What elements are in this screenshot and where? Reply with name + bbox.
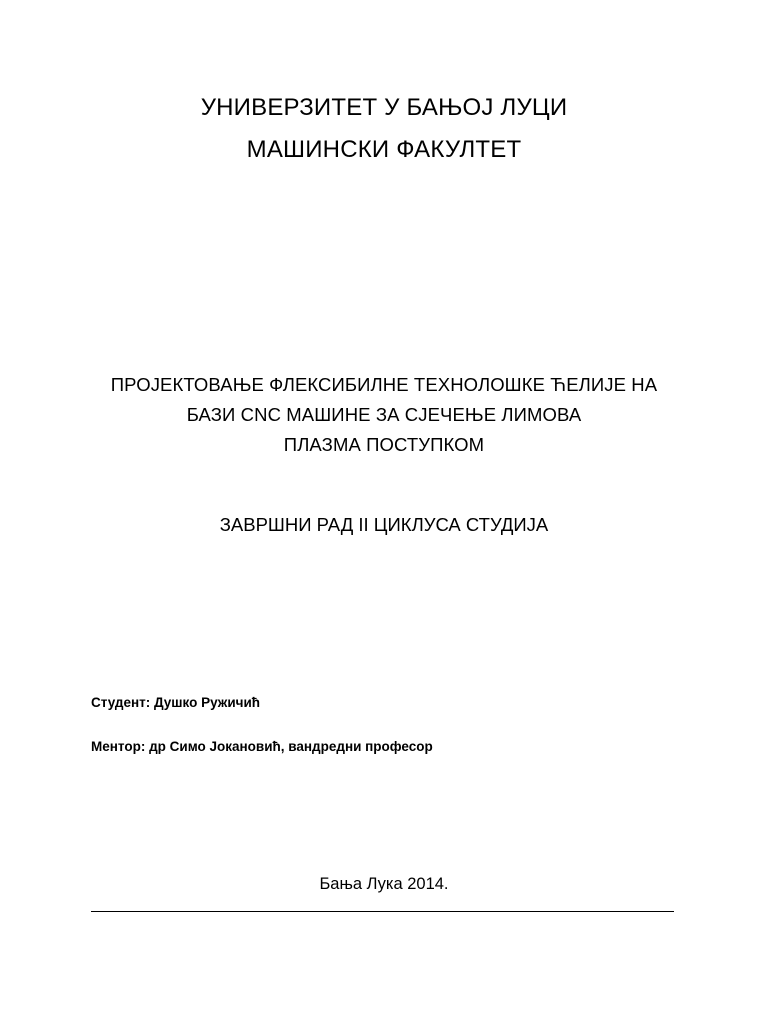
place-and-year: Бања Лука 2014. — [319, 875, 449, 893]
thesis-type: ЗАВРШНИ РАД II ЦИКЛУСА СТУДИЈА — [219, 514, 549, 535]
bottom-divider — [91, 911, 674, 912]
thesis-title-line-3: ПЛАЗМА ПОСТУПКОМ — [283, 434, 485, 455]
mentor-line: Ментор: др Симо Јокановић, вандредни професор — [91, 739, 433, 754]
university-name: УНИВЕРЗИТЕТ У БАЊОЈ ЛУЦИ — [200, 94, 568, 121]
student-line: Студент: Душко Ружичић — [91, 695, 261, 710]
thesis-title-line-2: БАЗИ CNC МАШИНЕ ЗА СЈЕЧЕЊЕ ЛИМОВА — [186, 404, 582, 425]
thesis-title-line-1: ПРОЈЕКТОВАЊЕ ФЛЕКСИБИЛНЕ ТЕХНОЛОШКЕ ЋЕЛИЈЕ НА — [110, 374, 658, 395]
faculty-name: МАШИНСКИ ФАКУЛТЕТ — [246, 136, 522, 163]
